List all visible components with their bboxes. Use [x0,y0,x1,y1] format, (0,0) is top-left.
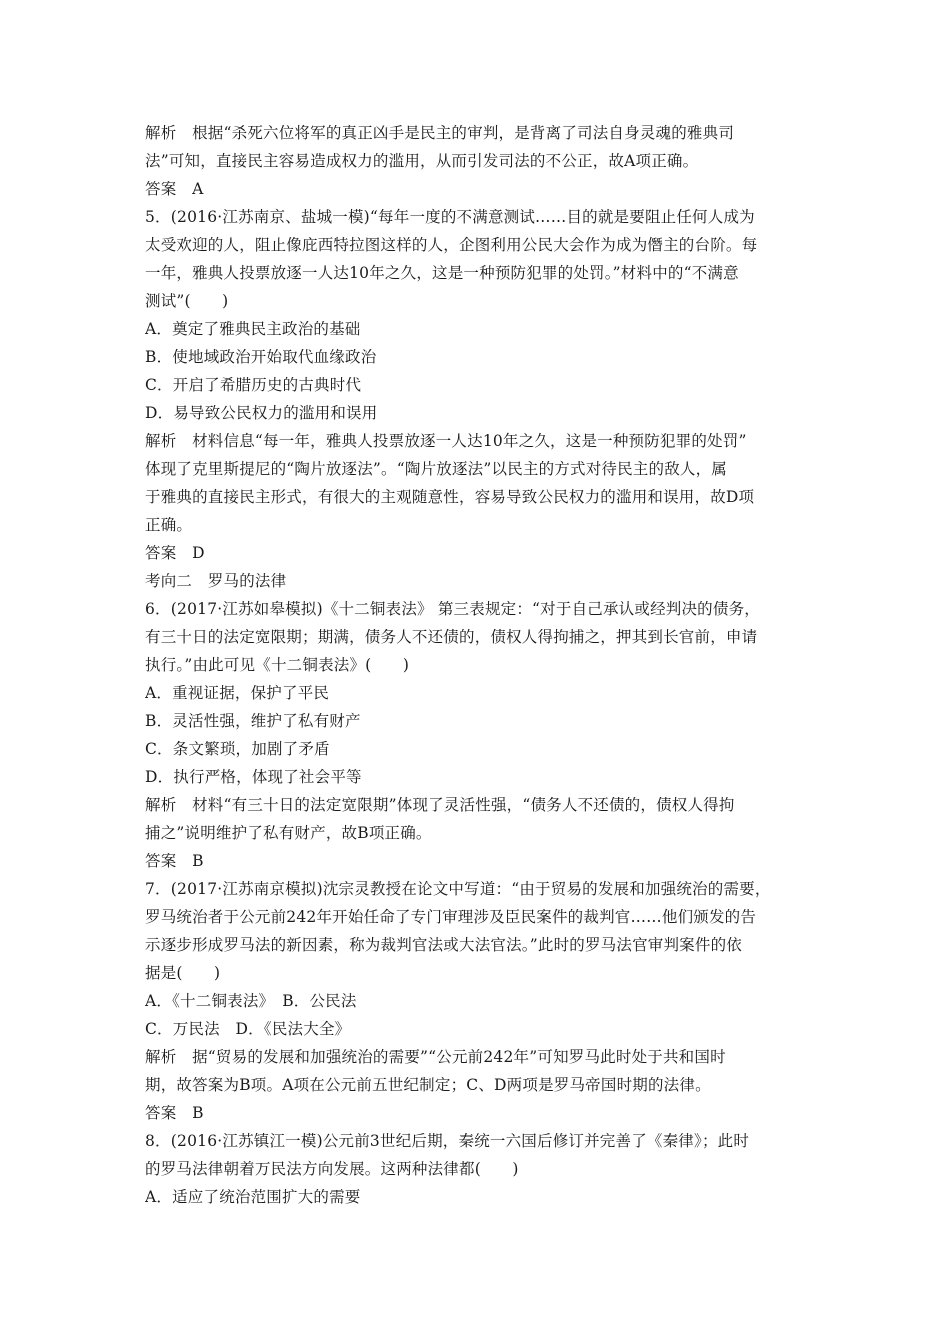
document-page [145,119,810,1211]
question-line: 5．(2016·江苏南京、盐城一模)“每年一度的不满意测试……目的就是要阻止任何人成为 [145,208,755,226]
option-line: D．执行严格，体现了社会平等 [145,768,362,786]
text-line: 示逐步形成罗马法的新因素，称为裁判官法或大法官法。”此时的罗马法官审判案件的依 [145,936,742,954]
option-line: A．奠定了雅典民主政治的基础 [145,320,361,338]
text-line: 于雅典的直接民主形式，有很大的主观随意性，容易导致公民权力的滥用和误用，故D项 [145,488,755,506]
option-line: B．使地域政治开始取代血缘政治 [145,348,377,366]
text-line: 体现了克里斯提尼的“陶片放逐法”。“陶片放逐法”以民主的方式对待民主的敌人，属 [145,460,727,478]
text-line: 测试”( ) [145,292,229,310]
text-line: 的罗马法律朝着万民法方向发展。这两种法律都( ) [145,1160,519,1178]
text-line: 捕之”说明维护了私有财产，故B项正确。 [145,824,432,842]
option-line: C．开启了希腊历史的古典时代 [145,376,362,394]
text-line: 太受欢迎的人，阻止像庇西特拉图这样的人，企图利用公民大会作为成为僭主的台阶。每 [145,236,758,254]
text-line: 解析 材料“有三十日的法定宽限期”体现了灵活性强，“债务人不还债的，债权人得拘 [145,796,735,814]
option-line: A．适应了统治范围扩大的需要 [145,1188,361,1206]
question-line: 6．(2017·江苏如皋模拟)《十二铜表法》 第三表规定：“对于自己承认或经判决的债务， [145,600,760,618]
section-heading: 考向二 罗马的法律 [145,572,287,590]
text-line: 解析 据“贸易的发展和加强统治的需要”“公元前242年”可知罗马此时处于共和国时 [145,1048,726,1066]
text-line: 期，故答案为B项。A项在公元前五世纪制定；C、D两项是罗马帝国时期的法律。 [145,1076,711,1094]
option-line: D．易导致公民权力的滥用和误用 [145,404,378,422]
question-line: 7．(2017·江苏南京模拟)沈宗灵教授在论文中写道：“由于贸易的发展和加强统治的需要， [145,880,771,898]
text-line: 正确。 [145,516,193,534]
text-line: 执行。”由此可见《十二铜表法》( ) [145,656,410,674]
answer-line: 答案 B [145,1104,204,1122]
text-line: 解析 材料信息“每一年，雅典人投票放逐一人达10年之久，这是一种预防犯罪的处罚” [145,432,747,450]
question-line: 8．(2016·江苏镇江一模)公元前3世纪后期，秦统一六国后修订并完善了《秦律》；此时 [145,1132,750,1150]
option-line: B．灵活性强，维护了私有财产 [145,712,361,730]
option-line: A．《十二铜表法》 B．公民法 [145,992,357,1010]
text-line: 解析 根据“杀死六位将军的真正凶手是民主的审判，是背离了司法自身灵魂的雅典司 [145,124,735,142]
text-line: 有三十日的法定宽限期；期满，债务人不还债的，债权人得拘捕之，押其到长官前，申请 [145,628,758,646]
option-line: A．重视证据，保护了平民 [145,684,330,702]
option-line: C．条文繁琐，加剧了矛盾 [145,740,330,758]
answer-line: 答案 B [145,852,204,870]
text-line: 一年，雅典人投票放逐一人达10年之久，这是一种预防犯罪的处罚。”材料中的“不满意 [145,264,739,282]
answer-line: 答案 D [145,544,205,562]
text-line: 法”可知，直接民主容易造成权力的滥用，从而引发司法的不公正，故A项正确。 [145,152,699,170]
text-line: 据是( ) [145,964,221,982]
option-line: C．万民法 D．《民法大全》 [145,1020,351,1038]
answer-line: 答案 A [145,180,204,198]
text-line: 罗马统治者于公元前242年开始任命了专门审理涉及臣民案件的裁判官……他们颁发的告 [145,908,757,926]
